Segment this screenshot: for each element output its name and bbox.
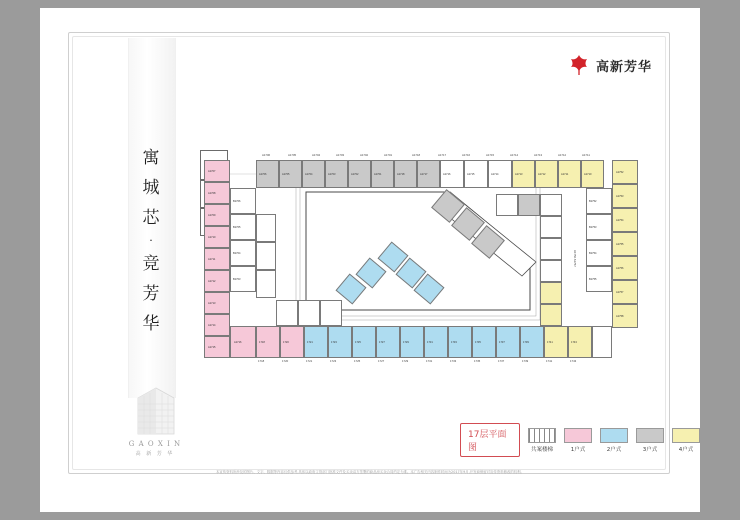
unit-cell[interactable]: A1713 xyxy=(512,160,535,188)
unit-cell[interactable]: 1725 xyxy=(352,326,376,358)
unit-cell[interactable]: A1703 xyxy=(325,160,348,188)
vtitle-char-1: 城 xyxy=(142,178,162,198)
vtitle-char-5: 芳 xyxy=(142,284,162,304)
unit-cell[interactable]: 1721 xyxy=(304,326,328,358)
unit-cell[interactable]: A1716 xyxy=(440,160,464,188)
disclaimer-text: 本宣传资料所涉及的图片、文字、数据等内容仅供参考,具体以政府主管部门批准文件及买卖双方签署的商品房买卖合同约定为准。本广告相关内容制作时间为2017年9月,开发商保留对宣传资料修改的权利。 xyxy=(216,470,524,474)
unit-cell[interactable]: A1715 xyxy=(204,336,230,358)
unit-cell[interactable]: 1727 xyxy=(376,326,400,358)
unit-cell[interactable]: B1706 xyxy=(230,188,256,214)
unit-cell[interactable]: A1712 xyxy=(535,160,558,188)
unit-cell[interactable]: A1758 xyxy=(612,304,638,328)
unit-cell[interactable]: A1757 xyxy=(612,280,638,304)
legend-label: 1户式 xyxy=(570,446,586,453)
unit-cell[interactable] xyxy=(540,238,562,260)
type1-swatch-icon xyxy=(564,428,592,443)
legend-item-type3[interactable] xyxy=(636,428,664,453)
type2-swatch-icon xyxy=(600,428,628,443)
unit-cell[interactable]: 1723 xyxy=(328,326,352,358)
unit-cell[interactable] xyxy=(256,270,276,298)
unit-cell[interactable] xyxy=(540,304,562,326)
legend-label: 2户式 xyxy=(606,446,622,453)
unit-cell[interactable]: B1752 xyxy=(586,188,612,214)
unit-cell[interactable]: A1715 xyxy=(464,160,488,188)
vtitle-char-0: 寓 xyxy=(142,148,162,168)
unit-cell[interactable]: 1720 xyxy=(280,326,304,358)
unit-cell[interactable]: A1752 xyxy=(612,160,638,184)
type3-swatch-icon xyxy=(636,428,664,443)
unit-cell[interactable]: B1704 xyxy=(230,240,256,266)
unit-cell[interactable]: A1756 xyxy=(612,256,638,280)
unit-cell[interactable]: A1754 xyxy=(612,208,638,232)
unit-cell[interactable]: A1714 xyxy=(488,160,512,188)
unit-cell[interactable]: A1753 xyxy=(612,184,638,208)
unit-cell[interactable]: A1710 xyxy=(204,226,230,248)
building-illustration xyxy=(128,376,184,436)
unit-cell[interactable]: 1743 xyxy=(568,326,592,358)
brand-name: 高新芳华 xyxy=(595,59,652,75)
bottom-logo-cn: 高 新 芳 华 xyxy=(135,451,175,457)
unit-cell[interactable]: A1712 xyxy=(204,270,230,292)
unit-cell[interactable] xyxy=(540,194,562,216)
unit-cell[interactable]: 1733 xyxy=(448,326,472,358)
unit-cell[interactable] xyxy=(592,326,612,358)
vtitle-char-6: 华 xyxy=(142,314,162,334)
unit-cell[interactable]: 1737 xyxy=(496,326,520,358)
legend-label: 3户式 xyxy=(642,446,658,453)
unit-cell[interactable]: B1753 xyxy=(586,214,612,240)
type4-swatch-icon xyxy=(672,428,700,443)
unit-cell[interactable] xyxy=(540,260,562,282)
unit-cell[interactable]: 1735 xyxy=(472,326,496,358)
unit-cell[interactable]: A1705 xyxy=(279,160,302,188)
unit-cell[interactable] xyxy=(256,214,276,242)
unit-cell[interactable] xyxy=(496,194,518,216)
unit-cell[interactable]: A1709 xyxy=(204,204,230,226)
unit-cell[interactable]: A1711 xyxy=(558,160,581,188)
unit-cell[interactable] xyxy=(540,282,562,304)
poster-page xyxy=(40,8,700,512)
poster-vertical-title xyxy=(135,143,169,339)
unit-cell[interactable]: 1718 xyxy=(256,326,280,358)
unit-cell[interactable]: A1716 xyxy=(230,326,256,358)
unit-cell[interactable] xyxy=(256,242,276,270)
stair-swatch-icon xyxy=(528,428,556,443)
unit-cell[interactable]: 1729 xyxy=(400,326,424,358)
unit-cell[interactable]: A1713 xyxy=(204,292,230,314)
legend-item-stair[interactable] xyxy=(528,428,556,453)
flower-icon xyxy=(568,53,590,77)
vtitle-char-3: · xyxy=(149,234,155,247)
unit-cell[interactable]: A1708 xyxy=(204,182,230,204)
brand-logo xyxy=(568,53,652,77)
unit-cell[interactable]: A1717 xyxy=(417,160,440,188)
legend-item-type1[interactable] xyxy=(564,428,592,453)
unit-cell[interactable]: A1710 xyxy=(581,160,604,188)
unit-cell[interactable]: 1731 xyxy=(424,326,448,358)
unit-cell[interactable]: B1754 xyxy=(586,240,612,266)
legend-item-type2[interactable] xyxy=(600,428,628,453)
unit-cell[interactable]: A1714 xyxy=(204,314,230,336)
unit-cell[interactable] xyxy=(298,300,320,326)
unit-cell[interactable]: A1704 xyxy=(302,160,325,188)
vtitle-char-2: 芯 xyxy=(142,208,162,228)
legend-title: 17层平面图 xyxy=(460,423,520,457)
unit-cell[interactable]: A1706 xyxy=(256,160,279,188)
unit-cell[interactable] xyxy=(540,216,562,238)
unit-cell[interactable]: B1703 xyxy=(230,266,256,292)
bottom-logo xyxy=(120,440,190,457)
unit-cell[interactable]: B1755 xyxy=(586,266,612,292)
unit-cell[interactable]: B1705 xyxy=(230,214,256,240)
unit-cell[interactable] xyxy=(518,194,540,216)
unit-cell[interactable] xyxy=(276,300,298,326)
unit-cell[interactable] xyxy=(320,300,342,326)
unit-cell[interactable]: A1707 xyxy=(204,160,230,182)
floor-plan: A1706 A1705 A1704 A1703 A1702 A1701 A1718 A1717 A1716 A1715 A1714 A1713 A1712 A1711 A1706 A1705 A1704 A1703 A1702 A1701 A1718 A1717 A1716 A1715 A1714 A1713 A1712 A1711 A1710 A1707 A1708 A1709 A1710 A1711 A1712 A1713 A1714 B1706 B1705 B1704 B1703 A1715 A1716 1718 1720 1721 1723 1725 1727 1729 1731 1733 1735 1737 1739 1741 1743 1718 1720 1721 1723 1725 1727 1729 1731 1733 1735 1737 1739 1741 1743 A1752 A1753 A1754 A1755 A1756 A1757 A1758 B1752 B1753 B1754 B1755 A1756 A1757 xyxy=(200,150,660,365)
unit-cell[interactable]: A1711 xyxy=(204,248,230,270)
plan-legend xyxy=(460,423,700,457)
legend-item-type4[interactable] xyxy=(672,428,700,453)
unit-cell[interactable]: 1741 xyxy=(544,326,568,358)
vtitle-char-4: 竞 xyxy=(142,254,162,274)
unit-cell[interactable]: A1701 xyxy=(371,160,394,188)
unit-cell[interactable]: A1702 xyxy=(348,160,371,188)
legend-label: 共案楼梯 xyxy=(530,446,553,453)
unit-cell[interactable]: A1718 xyxy=(394,160,417,188)
unit-cell[interactable]: A1755 xyxy=(612,232,638,256)
bottom-logo-en: G A O X I N xyxy=(128,440,182,448)
unit-cell[interactable]: 1739 xyxy=(520,326,544,358)
legend-label: 4户式 xyxy=(678,446,694,453)
